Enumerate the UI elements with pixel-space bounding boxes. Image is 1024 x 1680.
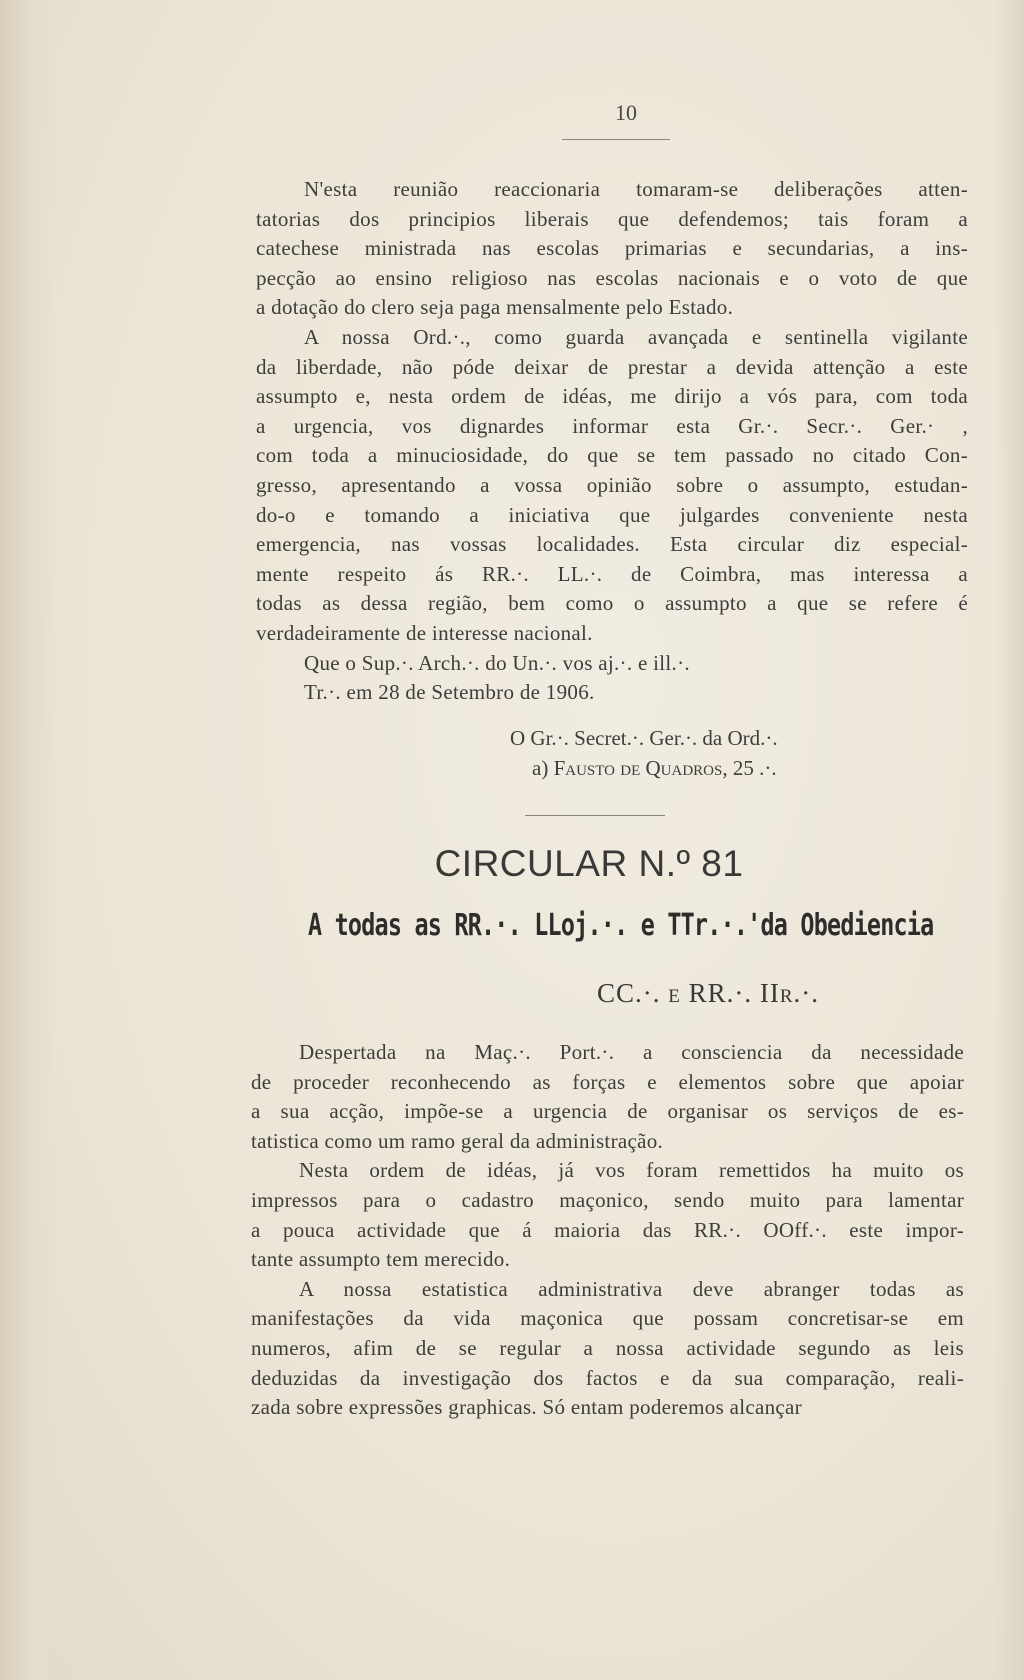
page-number: 10 [615,100,637,125]
header-rule [562,139,670,140]
text-line: tatorias dos principios liberais que defendemos; tais foram a [256,206,968,231]
closing-date-line: Tr.·. em 28 de Setembro de 1906. [304,680,595,705]
letter-paragraph-1 [256,175,968,323]
text-line: Despertada na Maç.·. Port.·. a consciencia da necessidade [299,1040,964,1064]
text-line: tante assumpto tem merecido. [251,1247,511,1272]
signature-title: O Gr.·. Secret.·. Ger.·. da Ord.·. [510,726,778,750]
circular-paragraph-1 [251,1038,964,1156]
text-line: a dotação do clero seja paga mensalmente pelo Estado. [256,295,734,320]
letter-body [256,175,968,708]
text-line: do-o e tomando a iniciativa que julgardes conveniente nesta [256,502,968,527]
text-line: verdadeiramente de interesse nacional. [256,620,593,645]
page-edge [994,0,1024,1680]
text-line: gresso, apresentando a vossa opinião sobre o assumpto, estudan- [256,472,968,497]
text-line: manifestações da vida maçonica que possam concretisar-se em [251,1306,964,1331]
text-line: Nesta ordem de idéas, já vos foram remettidos ha muito os [299,1158,964,1183]
section-rule [525,815,665,816]
text-line: todas as dessa região, bem como o assumpto a que se refere é [256,591,968,616]
binding-edge [0,0,58,1680]
circular-salutation: CC.·. e RR.·. IIr.·. [597,978,820,1008]
circular-paragraph-2 [251,1156,964,1274]
text-line: emergencia, nas vossas localidades. Esta circular diz especial- [256,532,968,557]
text-line: com toda a minuciosidade, do que se tem passado no citado Con- [256,443,968,468]
circular-body [251,1038,964,1423]
text-line: a sua acção, impõe-se a urgencia de organisar os serviços de es- [251,1099,964,1124]
text-line: catechese ministrada nas escolas primarias e secundarias, a ins- [256,236,968,261]
circular-paragraph-3 [251,1275,964,1423]
closing-line: Que o Sup.·. Arch.·. do Un.·. vos aj.·. e ill.·. [304,650,690,675]
text-line: A nossa Ord.·., como guarda avançada e sentinella vigilante [304,324,968,349]
text-line: tatistica como um ramo geral da administração. [251,1128,664,1153]
text-line: deduzidas da investigação dos factos e da sua comparação, reali- [251,1365,964,1390]
signature-block [532,754,777,784]
text-line: mente respeito ás RR.·. LL.·. de Coimbra, mas interessa a [256,561,968,586]
text-line: numeros, afim de se regular a nossa actividade segundo as leis [251,1335,964,1360]
letter-paragraph-2 [256,323,968,649]
text-line: A nossa estatistica administrativa deve abranger todas as [299,1276,964,1301]
circular-title: CIRCULAR N.º 81 [434,843,744,884]
text-line: a pouca actividade que á maioria das RR.·. OOff.·. este impor- [251,1217,964,1242]
text-line: N'esta reunião reaccionaria tomaram-se deliberações atten- [304,177,968,201]
text-line: a urgencia, vos dignardes informar esta Gr.·. Secr.·. Ger.· , [256,413,968,438]
text-line: assumpto e, nesta ordem de idéas, me dirijo a vós para, com toda [256,384,968,409]
signature-suffix: , 25 .·. [722,756,777,780]
text-line: zada sobre expressões graphicas. Só entam poderemos alcançar [251,1395,802,1420]
text-line: de proceder reconhecendo as forças e elementos sobre que apoiar [251,1069,964,1094]
text-line: impressos para o cadastro maçonico, sendo muito para lamentar [251,1187,964,1212]
signature-prefix: a) [532,756,549,780]
text-line: da liberdade, não póde deixar de prestar a devida attenção a este [256,354,968,379]
circular-subtitle: A todas as RR.·. LLoj.·. e TTr.·.'da Obediencia [308,908,934,943]
text-line: pecção ao ensino religioso nas escolas nacionais e o voto de que [256,265,968,290]
signature-name: Fausto de Quadros [553,756,723,780]
